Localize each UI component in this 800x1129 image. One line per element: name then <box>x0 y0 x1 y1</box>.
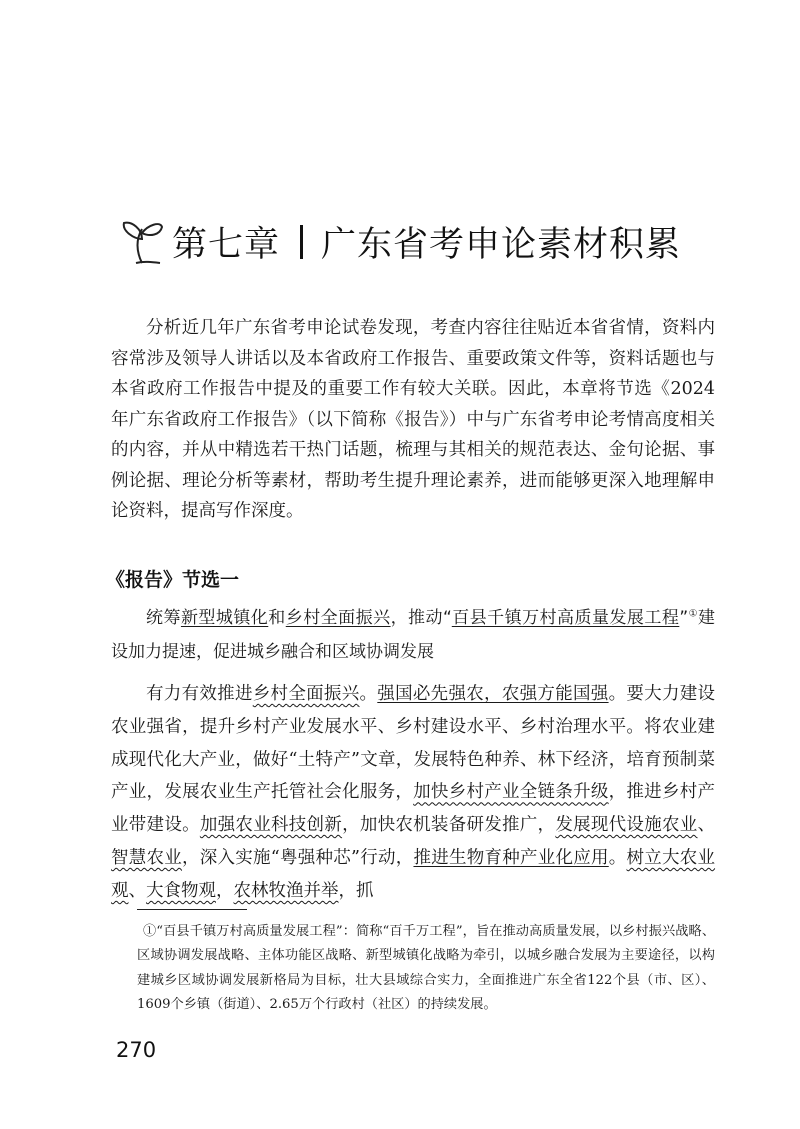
chapter-separator <box>300 225 303 259</box>
footnote-reference: ① <box>688 608 699 620</box>
footnote-text: “百县千镇万村高质量发展工程”：简称“百千万工程”，旨在推动高质量发展，以乡村振兴战略、区域协调发展战略、主体功能区战略、新型城镇化战略为牵引，以城乡融合发展为主要途径，以构建城乡区域协调发展新格局为目标，壮大县域综合实力，全面推进广东全省122个县（市、区）、1609个乡镇（街道）、2.65万个行政村（社区）的持续发展。 <box>137 924 716 1012</box>
intro-paragraph: 分析近几年广东省考申论试卷发现，考查内容往往贴近本省省情，资料内容常涉及领导人讲话以及本省政府工作报告、重要政策文件等，资料话题也与本省政府工作报告中提及的重要工作有较大关联。因此，本章将节选《2024年广东省政府工作报告》（以下简称《报告》）中与广东省考申论考情高度相关的内容，并从中精选若干热门话题，梳理与其相关的规范表达、金句论据、事例论据、理论分析等素材，帮助考生提升理论素养，进而能够更深入地理解申论资料，提高写作深度。 <box>111 318 715 521</box>
footnote-marker: ① <box>143 924 157 939</box>
footnote <box>137 920 715 1017</box>
chapter-number: 第七章 <box>172 225 281 265</box>
page-number: 270 <box>116 1038 157 1062</box>
section-heading: 《报告》节选一 <box>106 569 240 591</box>
body-paragraph: 有力有效推进乡村全面振兴。强国必先强农，农强方能国强。要大力建设农业强省，提升乡村产业发展水平、乡村建设水平、乡村治理水平。将农业建成现代化大产业，做好“土特产”文章，发展特色种养、林下经济，培育预制菜产业，发展农业生产托管社会化服务，加快乡村产业全链条升级，推进乡村产业带建设。加强农业科技创新，加快农机装备研发推广，发展现代设施农业、智慧农业，深入实施“粤强种芯”行动，推进生物育种产业化应用。树立大农业观、大食物观，农林牧渔并举，抓 <box>111 684 716 901</box>
chapter-name: 广东省考申论素材积累 <box>321 225 682 265</box>
footnote-divider <box>137 909 247 910</box>
section-subtitle: 统筹新型城镇化和乡村全面振兴，推动“百县千镇万村高质量发展工程”①建设加力提速，促进城乡融合和区域协调发展 <box>111 608 716 662</box>
chapter-title <box>112 212 681 272</box>
sprout-icon <box>112 217 170 267</box>
